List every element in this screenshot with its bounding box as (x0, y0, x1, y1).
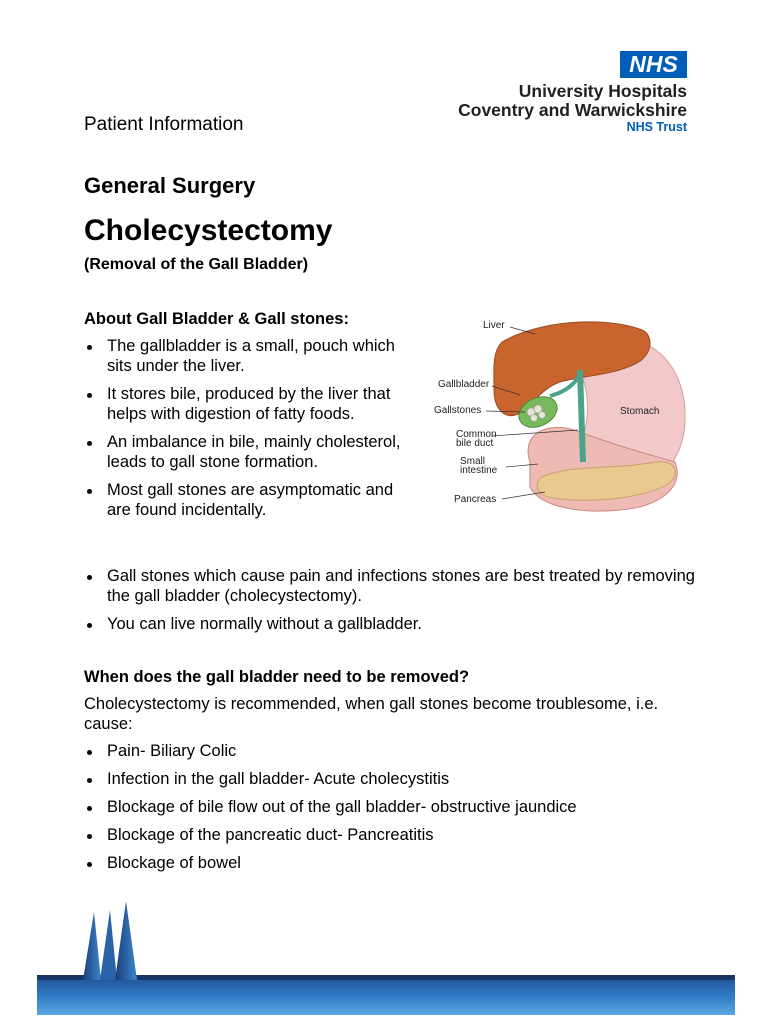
list-item: It stores bile, produced by the liver that helps with digestion of fatty foods. (84, 385, 404, 424)
list-item: Infection in the gall bladder- Acute cholecystitis (84, 770, 704, 790)
about-bullet-list-wide (84, 567, 704, 644)
diagram-label-stomach: Stomach (620, 406, 660, 417)
list-item: You can live normally without a gallbladder. (84, 615, 704, 635)
department-heading: General Surgery (84, 173, 256, 198)
diagram-label-gallbladder: Gallbladder (438, 379, 490, 390)
gallbladder-anatomy-diagram (430, 312, 692, 520)
nhs-logo-badge: NHS (620, 51, 687, 78)
list-item: The gallbladder is a small, pouch which sits under the liver. (84, 337, 404, 376)
diagram-label-pancreas: Pancreas (454, 494, 497, 505)
patient-information-label: Patient Information (84, 114, 244, 135)
list-item: Blockage of bile flow out of the gall bladder- obstructive jaundice (84, 798, 704, 818)
section-heading-when-removed: When does the gall bladder need to be removed? (84, 668, 470, 686)
list-item: Most gall stones are asymptomatic and are found incidentally. (84, 481, 404, 520)
section-intro-paragraph: Cholecystectomy is recommended, when gall stones become troublesome, i.e. cause: (84, 695, 659, 733)
page-subtitle: (Removal of the Gall Bladder) (84, 256, 309, 273)
list-item: Gall stones which cause pain and infections stones are best treated by removing the gall bladder (cholecystectomy). (84, 567, 704, 606)
diagram-label-gallstones: Gallstones (434, 405, 482, 416)
diagram-label-liver: Liver (483, 320, 505, 331)
footer-spires-graphic (37, 898, 735, 1016)
removal-reasons-list (84, 742, 704, 882)
list-item: An imbalance in bile, mainly cholesterol, leads to gall stone formation. (84, 433, 404, 472)
list-item: Blockage of bowel (84, 854, 704, 874)
diagram-label-small-intestine-line2: intestine (460, 465, 498, 476)
org-name-line1: University Hospitals (518, 81, 687, 101)
org-name-line3: NHS Trust (626, 120, 687, 134)
page-title: Cholecystectomy (84, 214, 333, 247)
section-heading-about: About Gall Bladder & Gall stones: (84, 310, 349, 328)
org-name-line2: Coventry and Warwickshire (458, 100, 687, 120)
diagram-label-common-bile-duct-line1: Common (456, 429, 497, 440)
about-bullet-list-narrow (84, 337, 404, 529)
list-item: Pain- Biliary Colic (84, 742, 704, 762)
diagram-label-common-bile-duct-line2: bile duct (456, 438, 494, 449)
diagram-label-small-intestine-line1: Small (460, 456, 486, 467)
list-item: Blockage of the pancreatic duct- Pancreatitis (84, 826, 704, 846)
